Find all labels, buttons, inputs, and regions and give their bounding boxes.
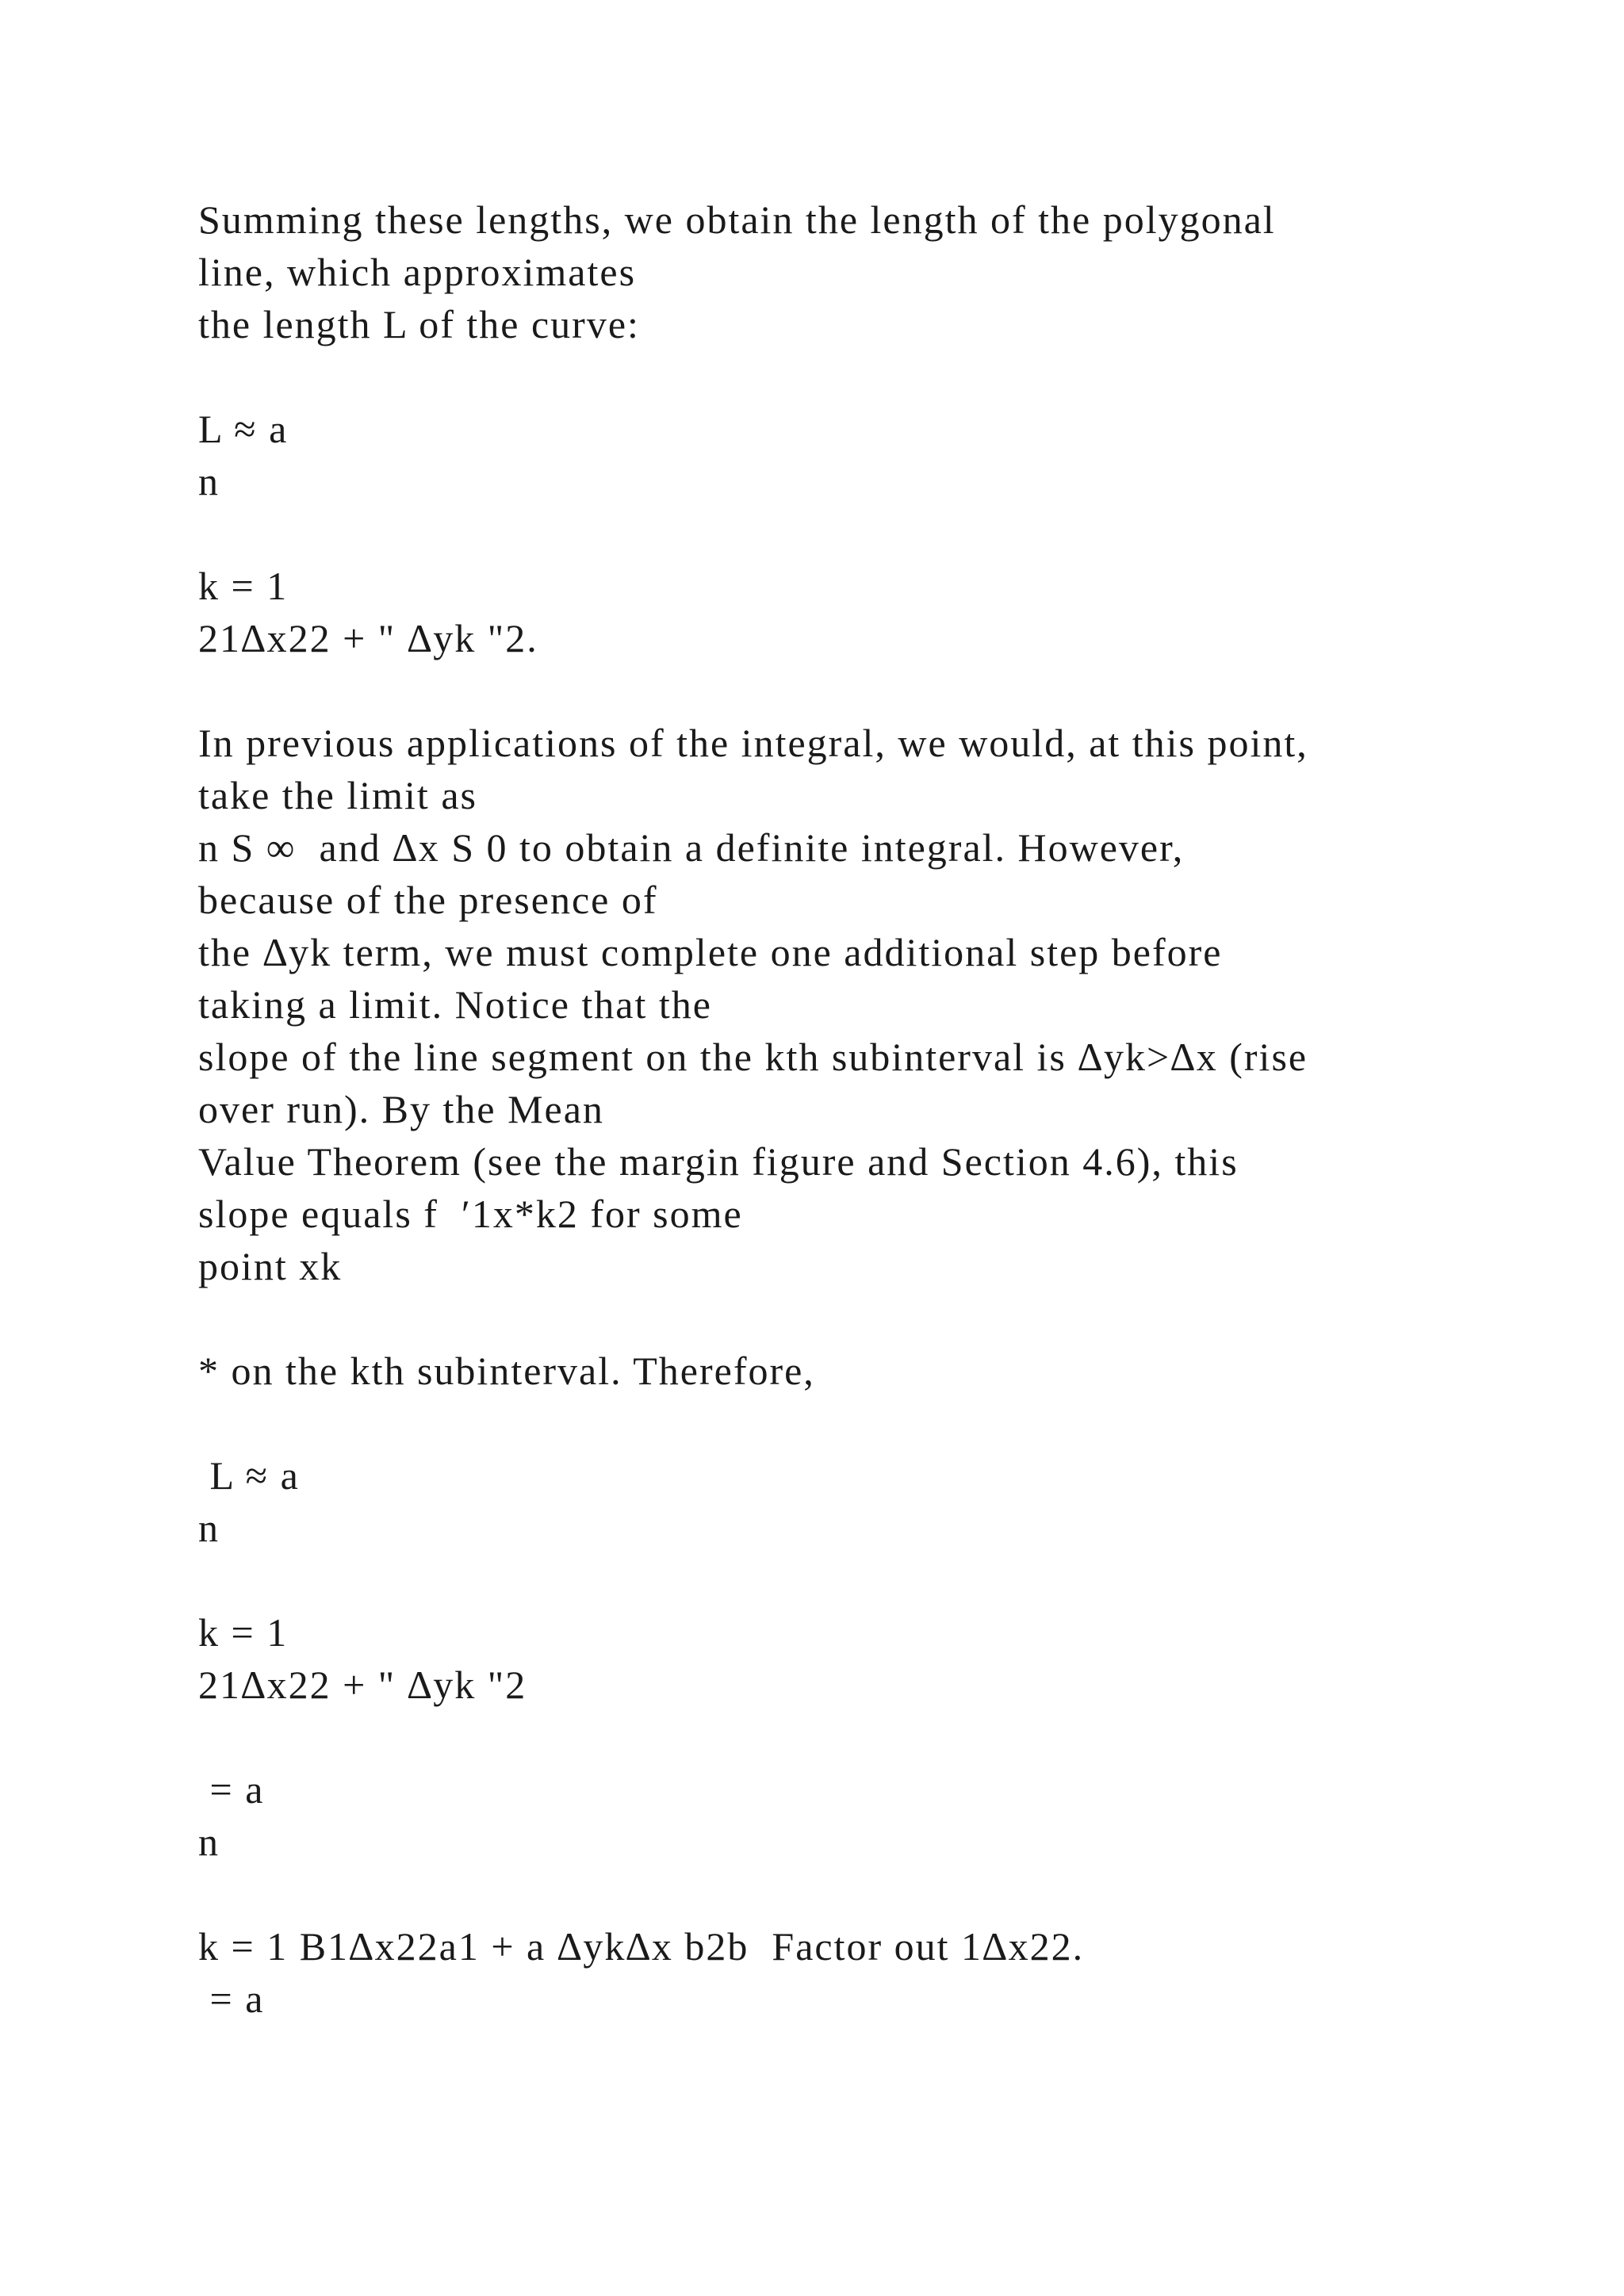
- formula-line: L ≈ a: [198, 1453, 300, 1498]
- text-line: the length L of the curve:: [198, 302, 640, 346]
- formula-line: n: [198, 1820, 220, 1864]
- text-line: taking a limit. Notice that the: [198, 982, 712, 1027]
- text-line: slope equals f ′1x*k2 for some: [198, 1192, 743, 1236]
- text-line: point xk: [198, 1244, 343, 1288]
- text-line: [198, 1397, 1562, 1449]
- text-line: [198, 664, 1562, 717]
- text-line: [198, 1292, 1562, 1345]
- text-line: because of the presence of: [198, 878, 658, 922]
- formula-line: n: [198, 1506, 220, 1550]
- text-line: [198, 350, 1562, 403]
- text-line: slope of the line segment on the kth subinterval is ∆yk>∆x (rise: [198, 1035, 1308, 1079]
- formula-line: = a: [198, 1976, 265, 2021]
- formula-line: = a: [198, 1767, 265, 1812]
- text-line: In previous applications of the integral, we would, at this point,: [198, 721, 1308, 765]
- text-line: n S ∞ and ∆x S 0 to obtain a definite integral. However,: [198, 825, 1185, 870]
- formula-line: k = 1: [198, 1610, 289, 1655]
- text-line: the ∆yk term, we must complete one additional step before: [198, 930, 1223, 974]
- formula-line: 21∆x22 + " ∆yk "2: [198, 1663, 527, 1707]
- text-line: [198, 507, 1562, 560]
- text-line: Value Theorem (see the margin figure and Section 4.6), this: [198, 1139, 1239, 1184]
- text-line: take the limit as: [198, 773, 477, 817]
- formula-line: k = 1 B1∆x22a1 + a ∆yk∆x b2b Factor out 1∆x22.: [198, 1924, 1085, 1969]
- text-line: [198, 1868, 1562, 1920]
- formula-line: k = 1: [198, 564, 289, 608]
- text-line: line, which approximates: [198, 250, 637, 294]
- text-line: over run). By the Mean: [198, 1087, 604, 1131]
- formula-line: n: [198, 459, 220, 503]
- document-body: [198, 193, 1562, 2025]
- text-line: * on the kth subinterval. Therefore,: [198, 1349, 815, 1393]
- text-line: [198, 1711, 1562, 1763]
- text-line: Summing these lengths, we obtain the length of the polygonal: [198, 197, 1276, 242]
- formula-line: L ≈ a: [198, 407, 289, 451]
- text-line: [198, 1554, 1562, 1606]
- formula-line: 21∆x22 + " ∆yk "2.: [198, 616, 538, 660]
